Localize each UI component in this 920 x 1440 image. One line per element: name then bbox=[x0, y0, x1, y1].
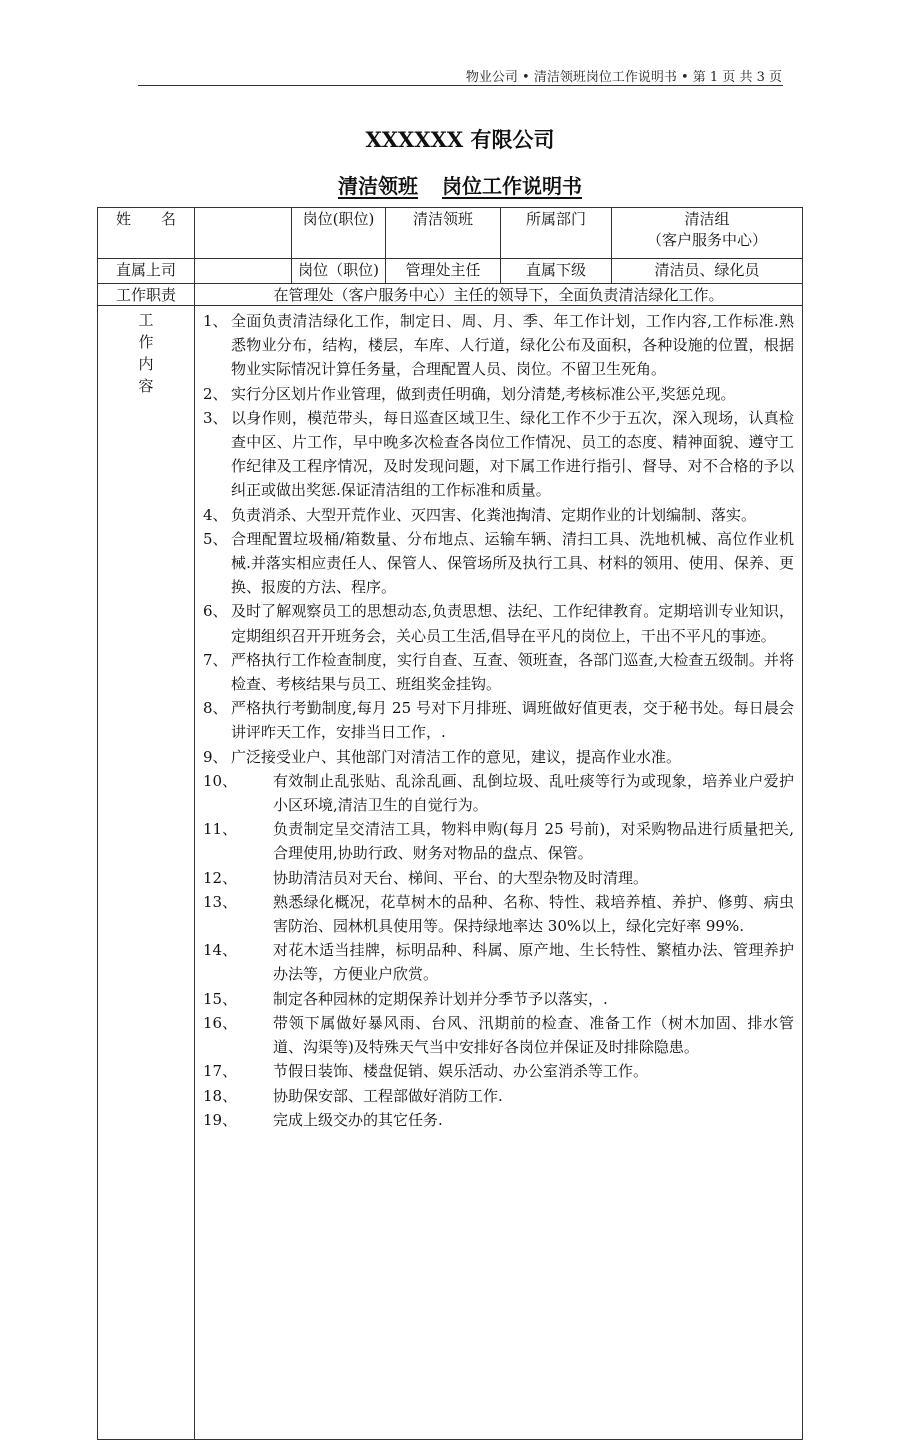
duty-item-number: 12、 bbox=[203, 868, 238, 887]
content-label-char: 内 bbox=[138, 355, 154, 373]
position-label: 岗位(职位) bbox=[292, 208, 386, 259]
dept-value bbox=[612, 208, 803, 259]
duty-item-number: 13、 bbox=[203, 892, 238, 911]
duty-item-number: 8、 bbox=[203, 699, 228, 718]
row-duty bbox=[98, 284, 803, 306]
duty-item bbox=[203, 648, 794, 696]
duty-item-number: 5、 bbox=[203, 529, 228, 548]
duty-item bbox=[203, 503, 794, 527]
dept-value-line1: 清洁组 bbox=[684, 210, 730, 228]
job-description-table bbox=[97, 207, 803, 1440]
dept-value-line2: （客户服务中心） bbox=[646, 231, 767, 249]
duty-item-number: 16、 bbox=[203, 1013, 238, 1032]
superior-name bbox=[195, 259, 292, 284]
row-content bbox=[98, 306, 803, 1440]
duty-item-text: 熟悉绿化概况，花草树木的品种、名称、特性、栽培养植、养护、修剪、病虫害防治、园林机具使用等。保持绿地率达 30%以上，绿化完好率 99%. bbox=[273, 892, 794, 936]
content-label bbox=[98, 306, 195, 1440]
duty-item-text: 完成上级交办的其它任务. bbox=[273, 1110, 443, 1129]
duty-item bbox=[203, 527, 794, 600]
duty-item-number: 1、 bbox=[203, 312, 228, 330]
name-label: 姓 名 bbox=[98, 208, 195, 259]
duty-item bbox=[203, 599, 794, 647]
duty-item bbox=[203, 817, 794, 865]
row-reporting bbox=[98, 259, 803, 284]
duty-item-text: 全面负责清洁绿化工作，制定日、周、月、季、年工作计划，工作内容,工作标准.熟悉物业分布，结构，楼层，车库、人行道，绿化公布及面积，各种设施的位置，根据物业实际情况计算任务量，合理配置人员、岗位。不留卫生死角。 bbox=[231, 312, 794, 379]
subordinate-value: 清洁员、绿化员 bbox=[612, 259, 803, 284]
duty-label: 工作职责 bbox=[98, 284, 195, 306]
duty-item-text: 广泛接受业户、其他部门对清洁工作的意见，建议，提高作业水准。 bbox=[231, 747, 682, 766]
duty-item-text: 严格执行工作检查制度，实行自查、互查、领班查，各部门巡查,大检查五级制。并将检查、考核结果与员工、班组奖金挂钩。 bbox=[231, 650, 794, 694]
duty-item bbox=[203, 866, 794, 890]
duty-item-text: 协助清洁员对天台、梯间、平台、的大型杂物及时清理。 bbox=[273, 868, 649, 887]
duty-item-text: 带领下属做好暴风雨、台风、汛期前的检查、准备工作（树木加固、排水管道、沟渠等)及特殊天气当中安排好各岗位并保证及时排除隐患。 bbox=[273, 1013, 794, 1057]
dept-label: 所属部门 bbox=[501, 208, 612, 259]
duty-item bbox=[203, 406, 794, 503]
duty-items bbox=[195, 306, 803, 1440]
superior-position-value: 管理处主任 bbox=[386, 259, 501, 284]
duty-item-number: 2、 bbox=[203, 384, 228, 403]
duty-item bbox=[203, 1059, 794, 1083]
company-name: XXXXXX 有限公司 bbox=[365, 127, 555, 152]
title-position: 清洁领班 bbox=[338, 174, 418, 198]
duty-item bbox=[203, 1084, 794, 1108]
content-label-char: 容 bbox=[138, 377, 154, 395]
duty-item-number: 14、 bbox=[203, 941, 238, 960]
duty-item-number: 7、 bbox=[203, 650, 228, 669]
title-doc: 岗位工作说明书 bbox=[442, 174, 582, 198]
duty-item bbox=[203, 987, 794, 1011]
duty-item bbox=[203, 1108, 794, 1132]
duty-item-text: 及时了解观察员工的思想动态,负责思想、法纪、工作纪律教育。定期培训专业知识，定期组织召开开班务会，关心员工生活,倡导在平凡的岗位上，干出不平凡的事迹。 bbox=[231, 602, 794, 645]
duty-value: 在管理处（客户服务中心）主任的领导下，全面负责清洁绿化工作。 bbox=[195, 284, 803, 306]
duty-item-number: 10、 bbox=[203, 771, 238, 790]
duty-item bbox=[203, 938, 794, 986]
duty-item-number: 9、 bbox=[203, 747, 228, 766]
duty-item bbox=[203, 309, 794, 382]
row-basic-info bbox=[98, 208, 803, 259]
duty-item bbox=[203, 696, 794, 744]
name-value bbox=[195, 208, 292, 259]
duty-item-text: 合理配置垃圾桶/箱数量、分布地点、运输车辆、清扫工具、洗地机械、高位作业机械.并落实相应责任人、保管人、保管场所及执行工具、材料的领用、使用、保养、更换、报废的方法、程序。 bbox=[231, 529, 794, 597]
duty-item-text: 节假日装饰、楼盘促销、娱乐活动、办公室消杀等工作。 bbox=[273, 1062, 649, 1081]
duty-item-number: 18、 bbox=[203, 1086, 238, 1105]
duty-item-number: 3、 bbox=[203, 408, 228, 427]
duty-item-number: 17、 bbox=[203, 1062, 238, 1081]
duty-item-text: 制定各种园林的定期保养计划并分季节予以落实，. bbox=[273, 989, 608, 1008]
duty-item-text: 协助保安部、工程部做好消防工作. bbox=[273, 1086, 503, 1105]
duty-item bbox=[203, 745, 794, 769]
duty-item-number: 15、 bbox=[203, 989, 238, 1008]
duty-item bbox=[203, 890, 794, 938]
duty-item-text: 有效制止乱张贴、乱涂乱画、乱倒垃圾、乱吐痰等行为或现象，培养业户爱护小区环境,清洁卫生的自觉行为。 bbox=[273, 771, 794, 815]
superior-label: 直属上司 bbox=[98, 259, 195, 284]
duty-item-text: 负责制定呈交清洁工具，物料申购(每月 25 号前)，对采购物品进行质量把关,合理使用,协助行政、财务对物品的盘点、保管。 bbox=[273, 820, 794, 863]
duty-item-number: 6、 bbox=[203, 602, 228, 621]
duty-item-text: 对花木适当挂牌，标明品种、科属、原产地、生长特性、繁植办法、管理养护办法等，方便业户欣赏。 bbox=[273, 941, 794, 984]
superior-position-label: 岗位（职位) bbox=[292, 259, 386, 284]
duty-item bbox=[203, 382, 794, 406]
content-label-char: 作 bbox=[138, 333, 154, 351]
subordinate-label: 直属下级 bbox=[501, 259, 612, 284]
header-rule bbox=[138, 85, 783, 86]
duty-item-text: 负责消杀、大型开荒作业、灭四害、化粪池掏清、定期作业的计划编制、落实。 bbox=[231, 505, 757, 524]
duty-item-text: 严格执行考勤制度,每月 25 号对下月排班、调班做好值更表，交于秘书处。每日晨会讲评昨天工作，安排当日工作，. bbox=[231, 699, 794, 742]
duty-item bbox=[203, 1011, 794, 1059]
duty-item-number: 4、 bbox=[203, 505, 228, 524]
content-label-char: 工 bbox=[138, 311, 154, 329]
page-header: 物业公司 • 清洁领班岗位工作说明书 • 第 1 页 共 3 页 bbox=[465, 70, 782, 85]
position-value: 清洁领班 bbox=[386, 208, 501, 259]
duty-item-number: 19、 bbox=[203, 1110, 238, 1129]
duty-item-text: 以身作则，模范带头，每日巡查区域卫生、绿化工作不少于五次，深入现场，认真检查中区、片工作，早中晚多次检查各岗位工作情况、员工的态度、精神面貌、遵守工作纪律及工程序情况，及时发现问题，对下属工作进行指引、督导、对不合格的予以纠正或做出奖惩.保证清洁组的工作标准和质量。 bbox=[231, 408, 794, 500]
duty-item-text: 实行分区划片作业管理，做到责任明确，划分清楚,考核标准公平,奖惩兑现。 bbox=[231, 384, 736, 403]
duty-item bbox=[203, 769, 794, 817]
duty-item-number: 11、 bbox=[203, 820, 238, 839]
document-title bbox=[0, 170, 920, 199]
